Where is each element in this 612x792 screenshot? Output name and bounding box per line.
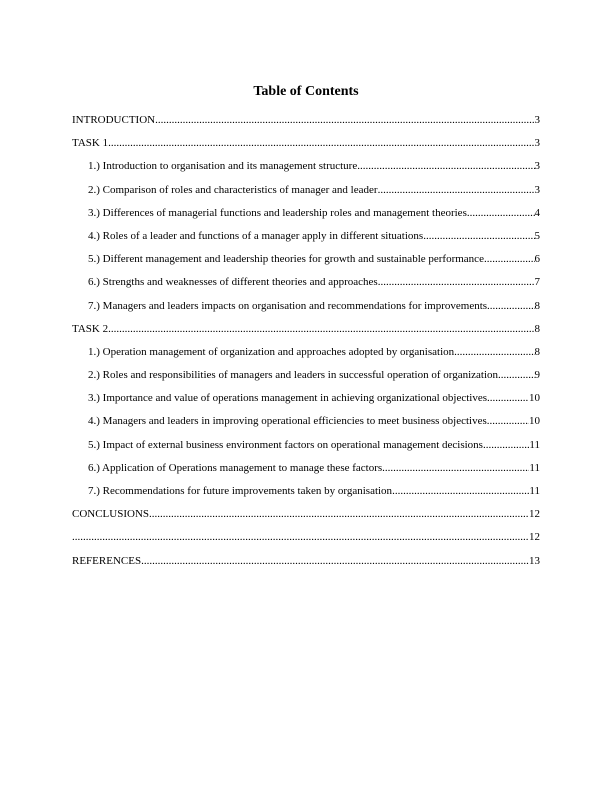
toc-page-number: 6 xyxy=(534,253,540,266)
toc-dot-leader xyxy=(484,252,535,266)
toc-entry-text: 2.) Roles and responsibilities of managers and leaders in successful operation of organization xyxy=(88,369,499,382)
toc-entry[interactable] xyxy=(72,206,540,229)
toc-page-number: 5 xyxy=(534,229,540,242)
toc-page-number: 11 xyxy=(529,485,540,497)
toc-page-number: 13 xyxy=(529,554,540,567)
toc-page-number: 9 xyxy=(534,369,540,382)
toc-page-number: 10 xyxy=(529,415,540,428)
toc-page-number: 8 xyxy=(534,299,540,312)
toc-page-number: 10 xyxy=(529,392,540,405)
toc-entry[interactable] xyxy=(72,322,540,345)
toc-entry-text: REFERENCES xyxy=(72,554,142,567)
toc-dot-leader xyxy=(467,206,535,220)
toc-dot-leader xyxy=(108,136,534,150)
toc-dot-leader xyxy=(487,391,529,405)
toc-dot-leader xyxy=(423,229,534,243)
toc-entry-text: 6.) Application of Operations management to manage these factors xyxy=(88,461,383,474)
toc-dot-leader xyxy=(155,113,534,127)
toc-entry-text: 7.) Managers and leaders impacts on organisation and recommendations for improvements xyxy=(88,299,488,312)
toc-page-number: 8 xyxy=(534,345,540,358)
toc-entry[interactable] xyxy=(72,252,540,275)
toc-entry[interactable] xyxy=(72,414,540,437)
toc-entry[interactable] xyxy=(72,438,540,461)
toc-page-number: 3 xyxy=(534,160,540,173)
toc-list xyxy=(72,113,540,577)
toc-page-number: 3 xyxy=(534,114,540,126)
toc-entry-text: 3.) Differences of managerial functions and leadership roles and management theories xyxy=(88,206,467,219)
toc-entry[interactable] xyxy=(72,299,540,322)
toc-page-number: 8 xyxy=(534,322,540,335)
toc-entry-text: TASK 1 xyxy=(72,137,109,150)
toc-entry-text: INTRODUCTION xyxy=(72,114,156,126)
toc-entry[interactable] xyxy=(72,368,540,391)
toc-dot-leader xyxy=(483,438,529,452)
toc-page-number: 12 xyxy=(529,531,540,544)
toc-entry[interactable] xyxy=(72,554,540,577)
toc-page-number: 11 xyxy=(529,438,540,451)
toc-entry-text: 6.) Strengths and weaknesses of different theories and approaches xyxy=(88,276,378,289)
toc-dot-leader xyxy=(454,345,534,359)
toc-entry[interactable] xyxy=(72,461,540,484)
toc-entry[interactable] xyxy=(72,391,540,414)
toc-entry[interactable] xyxy=(72,136,540,159)
toc-entry[interactable] xyxy=(72,159,540,182)
toc-entry-text: 3.) Importance and value of operations management in achieving organizational objectives xyxy=(88,392,488,405)
toc-dot-leader xyxy=(141,554,529,568)
toc-entry[interactable] xyxy=(72,113,540,136)
toc-entry[interactable] xyxy=(72,507,540,530)
toc-dot-leader xyxy=(108,322,534,336)
toc-dot-leader xyxy=(72,530,529,544)
toc-page-number: 3 xyxy=(534,183,540,196)
toc-page-number: 3 xyxy=(534,137,540,150)
toc-entry-text: CONCLUSIONS xyxy=(72,508,150,521)
toc-page-number: 12 xyxy=(529,508,540,521)
toc-dot-leader xyxy=(498,368,534,382)
toc-dot-leader xyxy=(382,461,529,475)
toc-entry-text: 5.) Impact of external business environment factors on operational management decisions xyxy=(88,438,483,451)
toc-entry-text: 5.) Different management and leadership theories for growth and sustainable performance xyxy=(88,253,484,266)
toc-entry-text: 7.) Recommendations for future improvements taken by organisation xyxy=(88,485,393,497)
toc-entry-text: 4.) Roles of a leader and functions of a manager apply in different situations xyxy=(88,229,424,242)
toc-dot-leader xyxy=(487,414,529,428)
toc-entry[interactable] xyxy=(72,530,540,553)
toc-entry[interactable] xyxy=(72,484,540,507)
toc-dot-leader xyxy=(357,159,534,173)
toc-entry[interactable] xyxy=(72,183,540,206)
toc-entry-text: 1.) Introduction to organisation and its management structure xyxy=(88,160,358,173)
toc-title: Table of Contents xyxy=(253,84,359,99)
toc-entry-text: 4.) Managers and leaders in improving operational efficiencies to meet business objectives xyxy=(88,415,487,428)
toc-dot-leader xyxy=(149,507,529,521)
toc-page-number: 7 xyxy=(534,276,540,289)
toc-entry[interactable] xyxy=(72,275,540,298)
toc-dot-leader xyxy=(378,183,535,197)
toc-dot-leader xyxy=(378,275,535,289)
toc-page-number: 4 xyxy=(534,206,540,219)
toc-entry-text: TASK 2 xyxy=(72,322,109,335)
toc-entry-text: 2.) Comparison of roles and characteristics of manager and leader xyxy=(88,183,378,196)
toc-entry[interactable] xyxy=(72,229,540,252)
toc-entry[interactable] xyxy=(72,345,540,368)
toc-page-number: 11 xyxy=(529,461,540,474)
toc-dot-leader xyxy=(392,484,529,498)
toc-dot-leader xyxy=(487,299,534,313)
toc-entry-text: 1.) Operation management of organization and approaches adopted by organisation xyxy=(88,345,455,358)
